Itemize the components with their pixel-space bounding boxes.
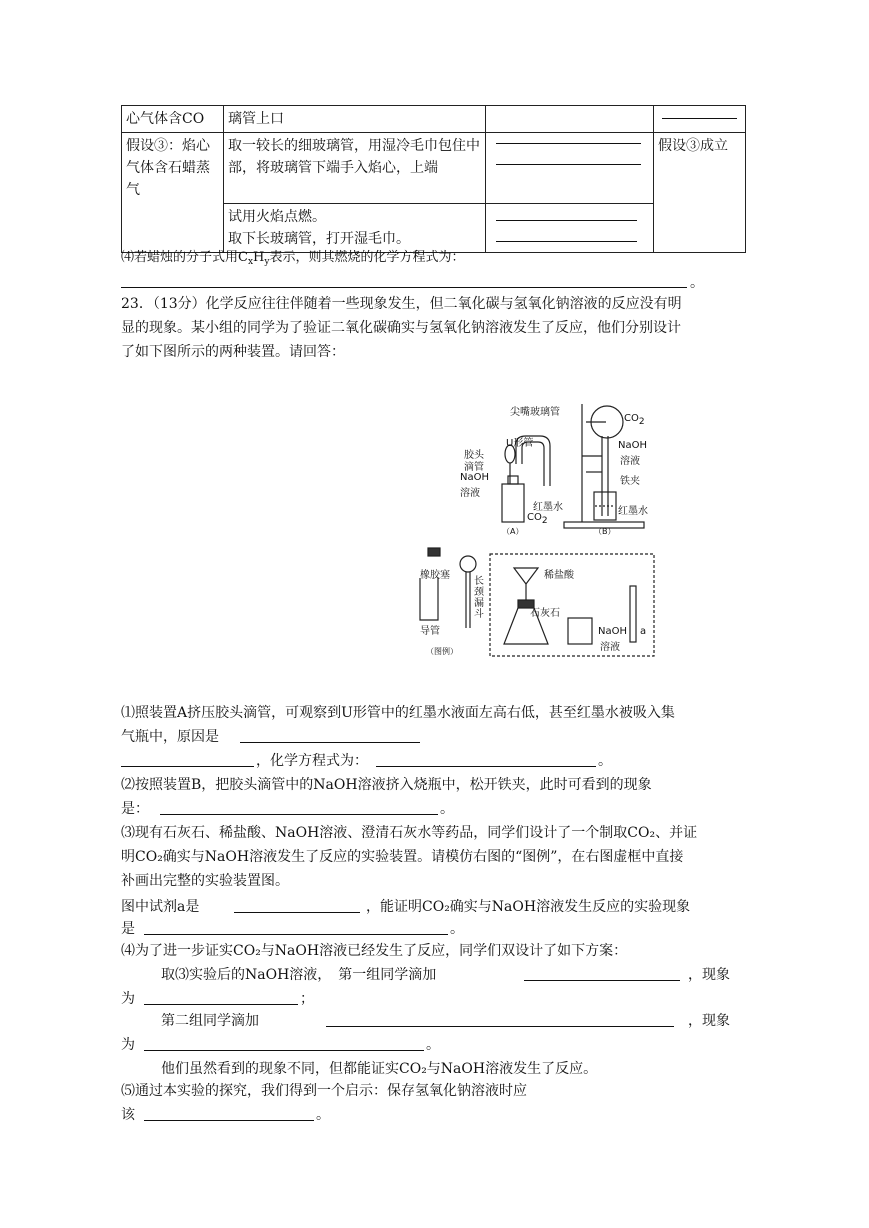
question-line: ，能证明CO₂确实与NaOH溶液发生反应的实验现象 (366, 899, 691, 915)
question-stem: 了如下图所示的两种装置。请回答： (121, 344, 345, 360)
answer-blank[interactable] (121, 766, 254, 767)
punctuation: ； (300, 991, 314, 1007)
question-line: ，现象 (688, 967, 730, 983)
table-cell (486, 204, 654, 253)
figure-label: U形管 (506, 438, 534, 449)
question-line: ⑸通过本实验的探究，我们得到一个启示：保存氢氧化钠溶液时应 (121, 1083, 527, 1099)
answer-blank[interactable] (240, 742, 420, 743)
figure-label: （图例） (426, 647, 458, 656)
punctuation: 。 (690, 275, 704, 291)
pipe (420, 578, 438, 620)
question-line: 是 (121, 921, 135, 937)
question-stem: 23．（13分）化学反应往往伴随着一些现象发生，但二氧化碳与氢氧化钠溶液的反应没有明 (121, 296, 682, 312)
question-line: 为 (121, 1037, 135, 1053)
punctuation: 。 (450, 921, 464, 937)
punctuation: 。 (316, 1107, 330, 1123)
answer-blank[interactable] (121, 287, 687, 288)
experiment-table (121, 105, 746, 253)
table-cell: 取一较长的细玻璃管，用湿冷毛巾包住中部，将玻璃管下端手入焰心，上端 (224, 133, 486, 204)
answer-blank[interactable] (524, 980, 680, 981)
answer-blank[interactable] (496, 241, 637, 242)
figure-label: 导管 (420, 626, 440, 637)
funnel-bulb (460, 556, 476, 572)
figure-label: 溶液 (600, 642, 620, 653)
question-line: 该 (121, 1107, 135, 1123)
figure-label: （A） (502, 527, 524, 536)
question-line: 气瓶中，原因是 (121, 729, 219, 745)
question-line: 取⑶实验后的NaOH溶液， 第一组同学滴加 (161, 967, 437, 983)
answer-blank[interactable] (662, 118, 737, 119)
question-line: ⑷若蜡烛的分子式用$C_xH_y$表示，则其燃烧的化学方程式为： (121, 250, 465, 267)
answer-blank[interactable] (326, 1026, 674, 1027)
figure-label: CO2 (527, 512, 548, 526)
rubber-stopper (428, 548, 440, 556)
figure-label: 红墨水 (533, 502, 563, 513)
table-cell: 心气体含CO (122, 106, 224, 133)
table-cell (654, 106, 746, 133)
question-line: 为 (121, 991, 135, 1007)
table-text: 取下长玻璃管，打开湿毛巾。 (228, 231, 410, 247)
answer-blank[interactable] (144, 934, 448, 935)
figure-label: a (640, 626, 647, 637)
question-line: ⑷为了进一步证实CO₂与NaOH溶液已经发生了反应，同学们双设计了如下方案： (121, 943, 628, 959)
figure-label: 红墨水 (618, 506, 648, 517)
table-cell (486, 133, 654, 204)
figure-label: 滴管 (464, 462, 484, 473)
question-line: ⑶现有石灰石、稀盐酸、NaOH溶液、澄清石灰水等药品，同学们设计了一个制取CO₂、并证 (121, 825, 698, 841)
figure-label: CO2 (624, 413, 645, 427)
answer-blank[interactable] (144, 1050, 424, 1051)
question-line: ⑴照装置A挤压胶头滴管，可观察到U形管中的红墨水液面左高右低，甚至红墨水被吸入集 (121, 705, 675, 721)
question-line: ，现象 (688, 1013, 730, 1029)
table-cell (486, 106, 654, 133)
figure-label: 铁夹 (620, 476, 640, 487)
figure-label: NaOH (618, 440, 647, 451)
answer-blank[interactable] (496, 164, 641, 165)
figure-label: 尖嘴玻璃管 (510, 407, 560, 418)
table-cell (224, 204, 486, 253)
figure-label: 溶液 (460, 488, 480, 499)
figure-label: （B） (594, 527, 616, 536)
question-line: ⑵按照装置B，把胶头滴管中的NaOH溶液挤入烧瓶中，松开铁夹，此时可看到的现象 (121, 777, 652, 793)
table-cell: 璃管上口 (224, 106, 486, 133)
figure-label: NaOH (598, 626, 627, 637)
apparatus-figure (410, 398, 660, 660)
punctuation: 。 (598, 753, 612, 769)
dropping-funnel (514, 568, 538, 584)
question-line: 他们虽然看到的现象不同，但都能证实CO₂与NaOH溶液发生了反应。 (161, 1061, 598, 1077)
answer-blank[interactable] (496, 220, 637, 221)
figure-label: 胶头 (464, 450, 484, 461)
figure-label: 石灰石 (530, 608, 560, 619)
answer-blank[interactable] (160, 814, 438, 815)
figure-label: 橡胶塞 (420, 570, 450, 581)
naoh-bottle (568, 618, 592, 644)
punctuation: 。 (440, 801, 454, 817)
question-line: 明CO₂确实与NaOH溶液发生了反应的实验装置。请模仿右图的“图例”，在右图虚框中直接 (121, 849, 684, 865)
question-line: 图中试剂a是 (121, 899, 200, 915)
figure-label: 稀盐酸 (544, 570, 574, 581)
question-line: 补画出完整的实验装置图。 (121, 873, 289, 889)
question-line: 是： (121, 801, 149, 817)
question-line: ，化学方程式为： (256, 753, 368, 769)
question-stem: 显的现象。某小组的同学为了验证二氧化碳确实与氢氧化钠溶液发生了反应，他们分别设计 (121, 320, 681, 336)
figure-label: 溶液 (620, 456, 640, 467)
figure-label: NaOH (460, 472, 489, 483)
punctuation: 。 (426, 1037, 440, 1053)
answer-blank[interactable] (144, 1004, 298, 1005)
answer-blank[interactable] (376, 766, 596, 767)
table-text: 试用火焰点燃。 (228, 209, 326, 225)
question-line: 第二组同学滴加 (161, 1013, 259, 1029)
table-cell: 假设③成立 (654, 133, 746, 253)
table-cell: 假设③：焰心气体含石蜡蒸气 (122, 133, 224, 253)
gas-bottle (502, 484, 524, 522)
test-tube (630, 586, 636, 642)
answer-blank[interactable] (496, 143, 641, 144)
answer-blank[interactable] (144, 1120, 314, 1121)
answer-blank[interactable] (234, 912, 360, 913)
figure-label: 长颈漏斗 (474, 576, 484, 620)
